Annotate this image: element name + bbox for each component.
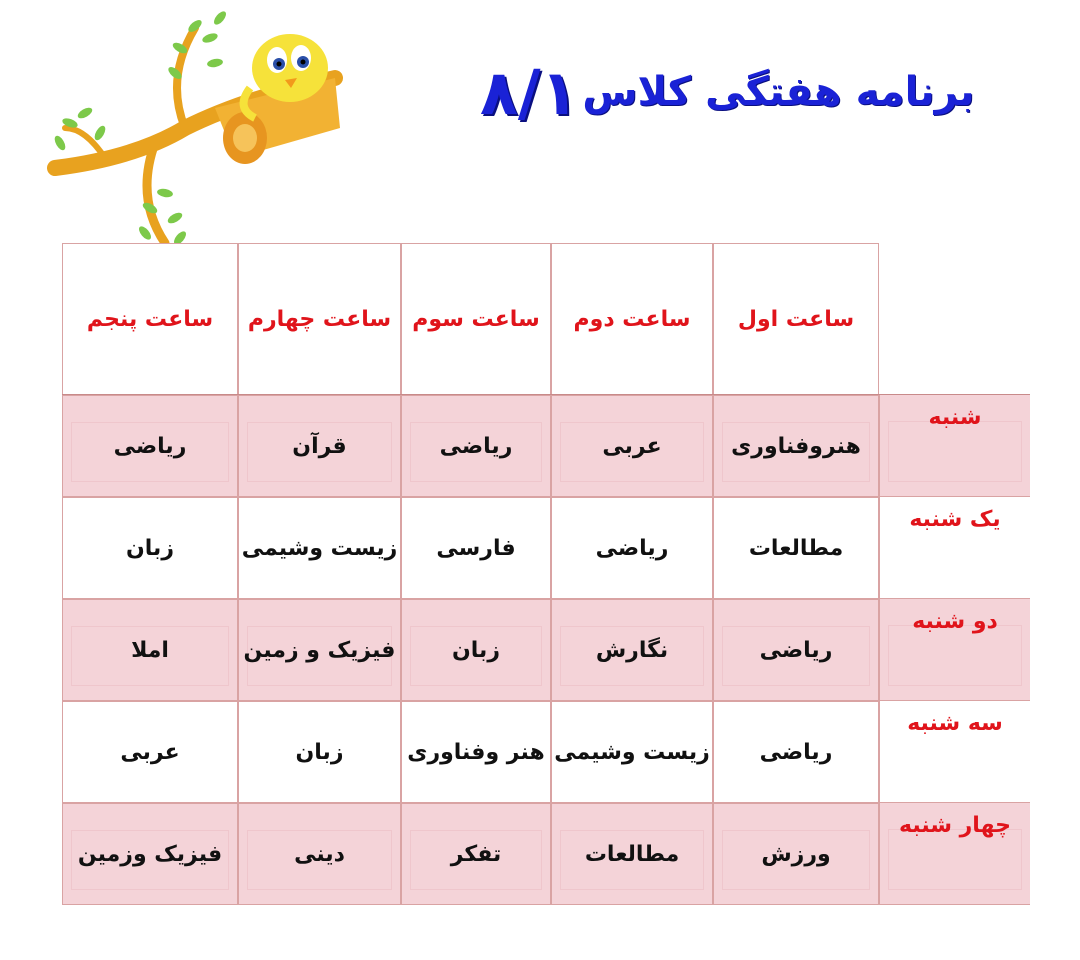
subject-cell-label: هنر وفناوری bbox=[407, 739, 545, 765]
subject-cell-label: فیزیک و زمین bbox=[243, 637, 396, 663]
subject-cell bbox=[238, 599, 401, 701]
header-hour-4 bbox=[238, 243, 401, 395]
subject-cell-label: زبان bbox=[295, 739, 344, 765]
subject-cell-label: زیست وشیمی bbox=[241, 535, 398, 561]
subject-cell bbox=[238, 395, 401, 497]
day-label-label: شنبه bbox=[928, 405, 982, 430]
subject-cell-label: ورزش bbox=[761, 841, 831, 867]
day-label-label: دو شنبه bbox=[912, 609, 998, 634]
subject-cell-label: تفکر bbox=[450, 841, 502, 867]
subject-cell bbox=[62, 599, 238, 701]
day-label bbox=[879, 803, 1030, 905]
subject-cell-label: عربی bbox=[602, 433, 662, 459]
subject-cell bbox=[713, 599, 879, 701]
subject-cell-label: ریاضی bbox=[595, 535, 669, 561]
subject-cell bbox=[62, 701, 238, 803]
subject-cell-label: زبان bbox=[126, 535, 174, 561]
day-label-label: یک شنبه bbox=[909, 507, 1001, 532]
subject-cell-label: ریاضی bbox=[759, 637, 833, 663]
subject-cell-label: ریاضی bbox=[439, 433, 513, 459]
subject-cell bbox=[238, 497, 401, 599]
subject-cell-label: ریاضی bbox=[113, 433, 187, 459]
subject-cell-label: زبان bbox=[452, 637, 500, 663]
subject-cell bbox=[551, 497, 713, 599]
subject-cell bbox=[551, 395, 713, 497]
subject-cell-label: قرآن bbox=[292, 433, 347, 459]
subject-cell bbox=[62, 497, 238, 599]
subject-cell-label: مطالعات bbox=[584, 841, 680, 867]
header-hour-2-label: ساعت دوم bbox=[573, 306, 691, 332]
subject-cell bbox=[401, 803, 551, 905]
subject-cell-label: عربی bbox=[120, 739, 180, 765]
subject-cell bbox=[401, 395, 551, 497]
subject-cell bbox=[713, 395, 879, 497]
header-hour-1 bbox=[713, 243, 879, 395]
subject-cell bbox=[401, 701, 551, 803]
weekly-schedule-table bbox=[62, 243, 1030, 905]
class-number: ۸/۱ bbox=[480, 55, 579, 129]
subject-cell bbox=[551, 803, 713, 905]
subject-cell bbox=[62, 395, 238, 497]
subject-cell bbox=[713, 803, 879, 905]
subject-cell bbox=[238, 701, 401, 803]
header-hour-3-label: ساعت سوم bbox=[412, 306, 540, 332]
header-hour-5 bbox=[62, 243, 238, 395]
subject-cell bbox=[713, 701, 879, 803]
subject-cell bbox=[401, 599, 551, 701]
subject-cell-label: زیست وشیمی bbox=[554, 739, 710, 765]
subject-cell-label: نگارش bbox=[595, 637, 669, 663]
bird-on-branch-icon bbox=[45, 8, 345, 248]
subject-cell bbox=[713, 497, 879, 599]
day-label bbox=[879, 395, 1030, 497]
subject-cell-label: املا bbox=[131, 637, 169, 663]
title-text: برنامه هفتگی کلاس bbox=[582, 69, 975, 115]
day-label bbox=[879, 497, 1030, 599]
subject-cell bbox=[62, 803, 238, 905]
subject-cell-label: دینی bbox=[294, 841, 345, 867]
header-hour-5-label: ساعت پنجم bbox=[86, 306, 214, 332]
header-hour-3 bbox=[401, 243, 551, 395]
subject-cell-label: ریاضی bbox=[759, 739, 833, 765]
header-hour-4-label: ساعت چهارم bbox=[247, 306, 392, 332]
subject-cell-label: هنروفناوری bbox=[731, 433, 861, 459]
subject-cell bbox=[238, 803, 401, 905]
subject-cell bbox=[551, 701, 713, 803]
subject-cell bbox=[401, 497, 551, 599]
subject-cell-label: فارسی bbox=[436, 535, 516, 561]
day-label-label: سه شنبه bbox=[907, 711, 1003, 736]
header-hour-1-label: ساعت اول bbox=[737, 306, 855, 332]
day-label-label: چهار شنبه bbox=[899, 813, 1011, 838]
subject-cell bbox=[551, 599, 713, 701]
day-label bbox=[879, 599, 1030, 701]
header-hour-2 bbox=[551, 243, 713, 395]
subject-cell-label: فیزیک وزمین bbox=[77, 841, 223, 867]
day-label bbox=[879, 701, 1030, 803]
subject-cell-label: مطالعات bbox=[748, 535, 844, 561]
page-title bbox=[480, 52, 975, 132]
